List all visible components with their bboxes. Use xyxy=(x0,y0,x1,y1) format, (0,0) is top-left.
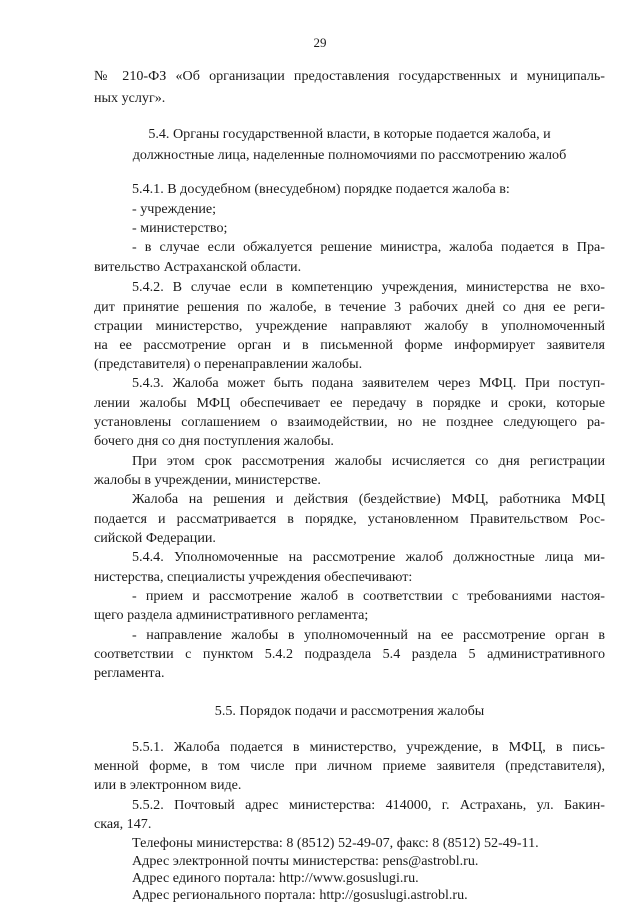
text-line: 5.4.1. В досудебном (внесудебном) порядке подается жалоба в: xyxy=(132,181,510,197)
text-line: вительство Астраханской области. xyxy=(94,259,302,275)
text-line: 5.4.4. Уполномоченные на рассмотрение жалоб должностные лица ми- xyxy=(132,549,605,565)
text-line: страции министерство, учреждение направляют жалобу в уполномоченный xyxy=(94,318,605,334)
text-line: или в электронном виде. xyxy=(94,777,242,793)
text-line: соответствии с пунктом 5.4.2 подраздела 5.4 раздела 5 административного xyxy=(94,646,605,662)
text-line: При этом срок рассмотрения жалобы исчисляется со дня регистрации xyxy=(132,453,605,469)
text-line: ская, 147. xyxy=(94,816,152,832)
text-line: дит принятие решения по жалобе, в течение 3 рабочих дней со дня ее реги- xyxy=(94,299,605,315)
list-item: - в случае если обжалуется решение министра, жалоба подается в Пра- xyxy=(132,239,605,255)
list-item: - прием и рассмотрение жалоб в соответствии с требованиями настоя- xyxy=(132,588,605,604)
text-line: Жалоба на решения и действия (бездействие) МФЦ, работника МФЦ xyxy=(132,491,605,507)
text-line: нистерства, специалисты учреждения обеспечивают: xyxy=(94,569,413,585)
page-number: 29 xyxy=(313,35,327,50)
text-line: подается и рассматривается в порядке, установленном Правительством Рос- xyxy=(94,511,605,527)
text-line: Адрес электронной почты министерства: pens@astrobl.ru. xyxy=(132,853,479,869)
text-line: сийской Федерации. xyxy=(94,530,216,546)
text-line: регламента. xyxy=(94,665,165,681)
text-line: 5.5.2. Почтовый адрес министерства: 414000, г. Астрахань, ул. Бакин- xyxy=(132,797,605,813)
text-line: № 210-ФЗ «Об организации предоставления государственных и муниципаль- xyxy=(94,68,605,84)
section-heading: 5.5. Порядок подачи и рассмотрения жалобы xyxy=(214,703,485,719)
list-item: - учреждение; xyxy=(132,201,217,217)
list-item: - министерство; xyxy=(132,220,228,236)
text-line: лении жалобы МФЦ обеспечивает ее передачу в порядке и сроки, которые xyxy=(94,395,605,411)
text-line: 5.4.2. В случае если в компетенцию учреждения, министерства не вхо- xyxy=(132,279,605,295)
text-line: (представителя) о перенаправлении жалобы. xyxy=(94,356,363,372)
text-line: Телефоны министерства: 8 (8512) 52-49-07, факс: 8 (8512) 52-49-11. xyxy=(132,835,539,851)
text-line: на ее рассмотрение орган и в письменной форме информирует заявителя xyxy=(94,337,605,353)
text-line: бочего дня со дня поступления жалобы. xyxy=(94,433,334,449)
text-line: щего раздела административного регламента; xyxy=(94,607,369,623)
section-heading: должностные лица, наделенные полномочиями по рассмотрению жалоб xyxy=(132,147,567,163)
section-heading: 5.4. Органы государственной власти, в которые подается жалоба, и xyxy=(148,126,551,142)
text-line: менной форме, в том числе при личном приеме заявителя (представителя), xyxy=(94,758,605,774)
text-line: установлены соглашением о взаимодействии, но не позднее следующего ра- xyxy=(94,414,605,430)
text-line: 5.5.1. Жалоба подается в министерство, учреждение, в МФЦ, в пись- xyxy=(132,739,605,755)
text-line: Адрес регионального портала: http://gosuslugi.astrobl.ru. xyxy=(132,887,468,903)
text-line: 5.4.3. Жалоба может быть подана заявителем через МФЦ. При поступ- xyxy=(132,375,605,391)
text-line: жалобы в учреждении, министерстве. xyxy=(94,472,321,488)
text-line: ных услуг». xyxy=(94,90,166,106)
text-line: Адрес единого портала: http://www.gosuslugi.ru. xyxy=(132,870,419,886)
list-item: - направление жалобы в уполномоченный на ее рассмотрение орган в xyxy=(132,627,605,643)
